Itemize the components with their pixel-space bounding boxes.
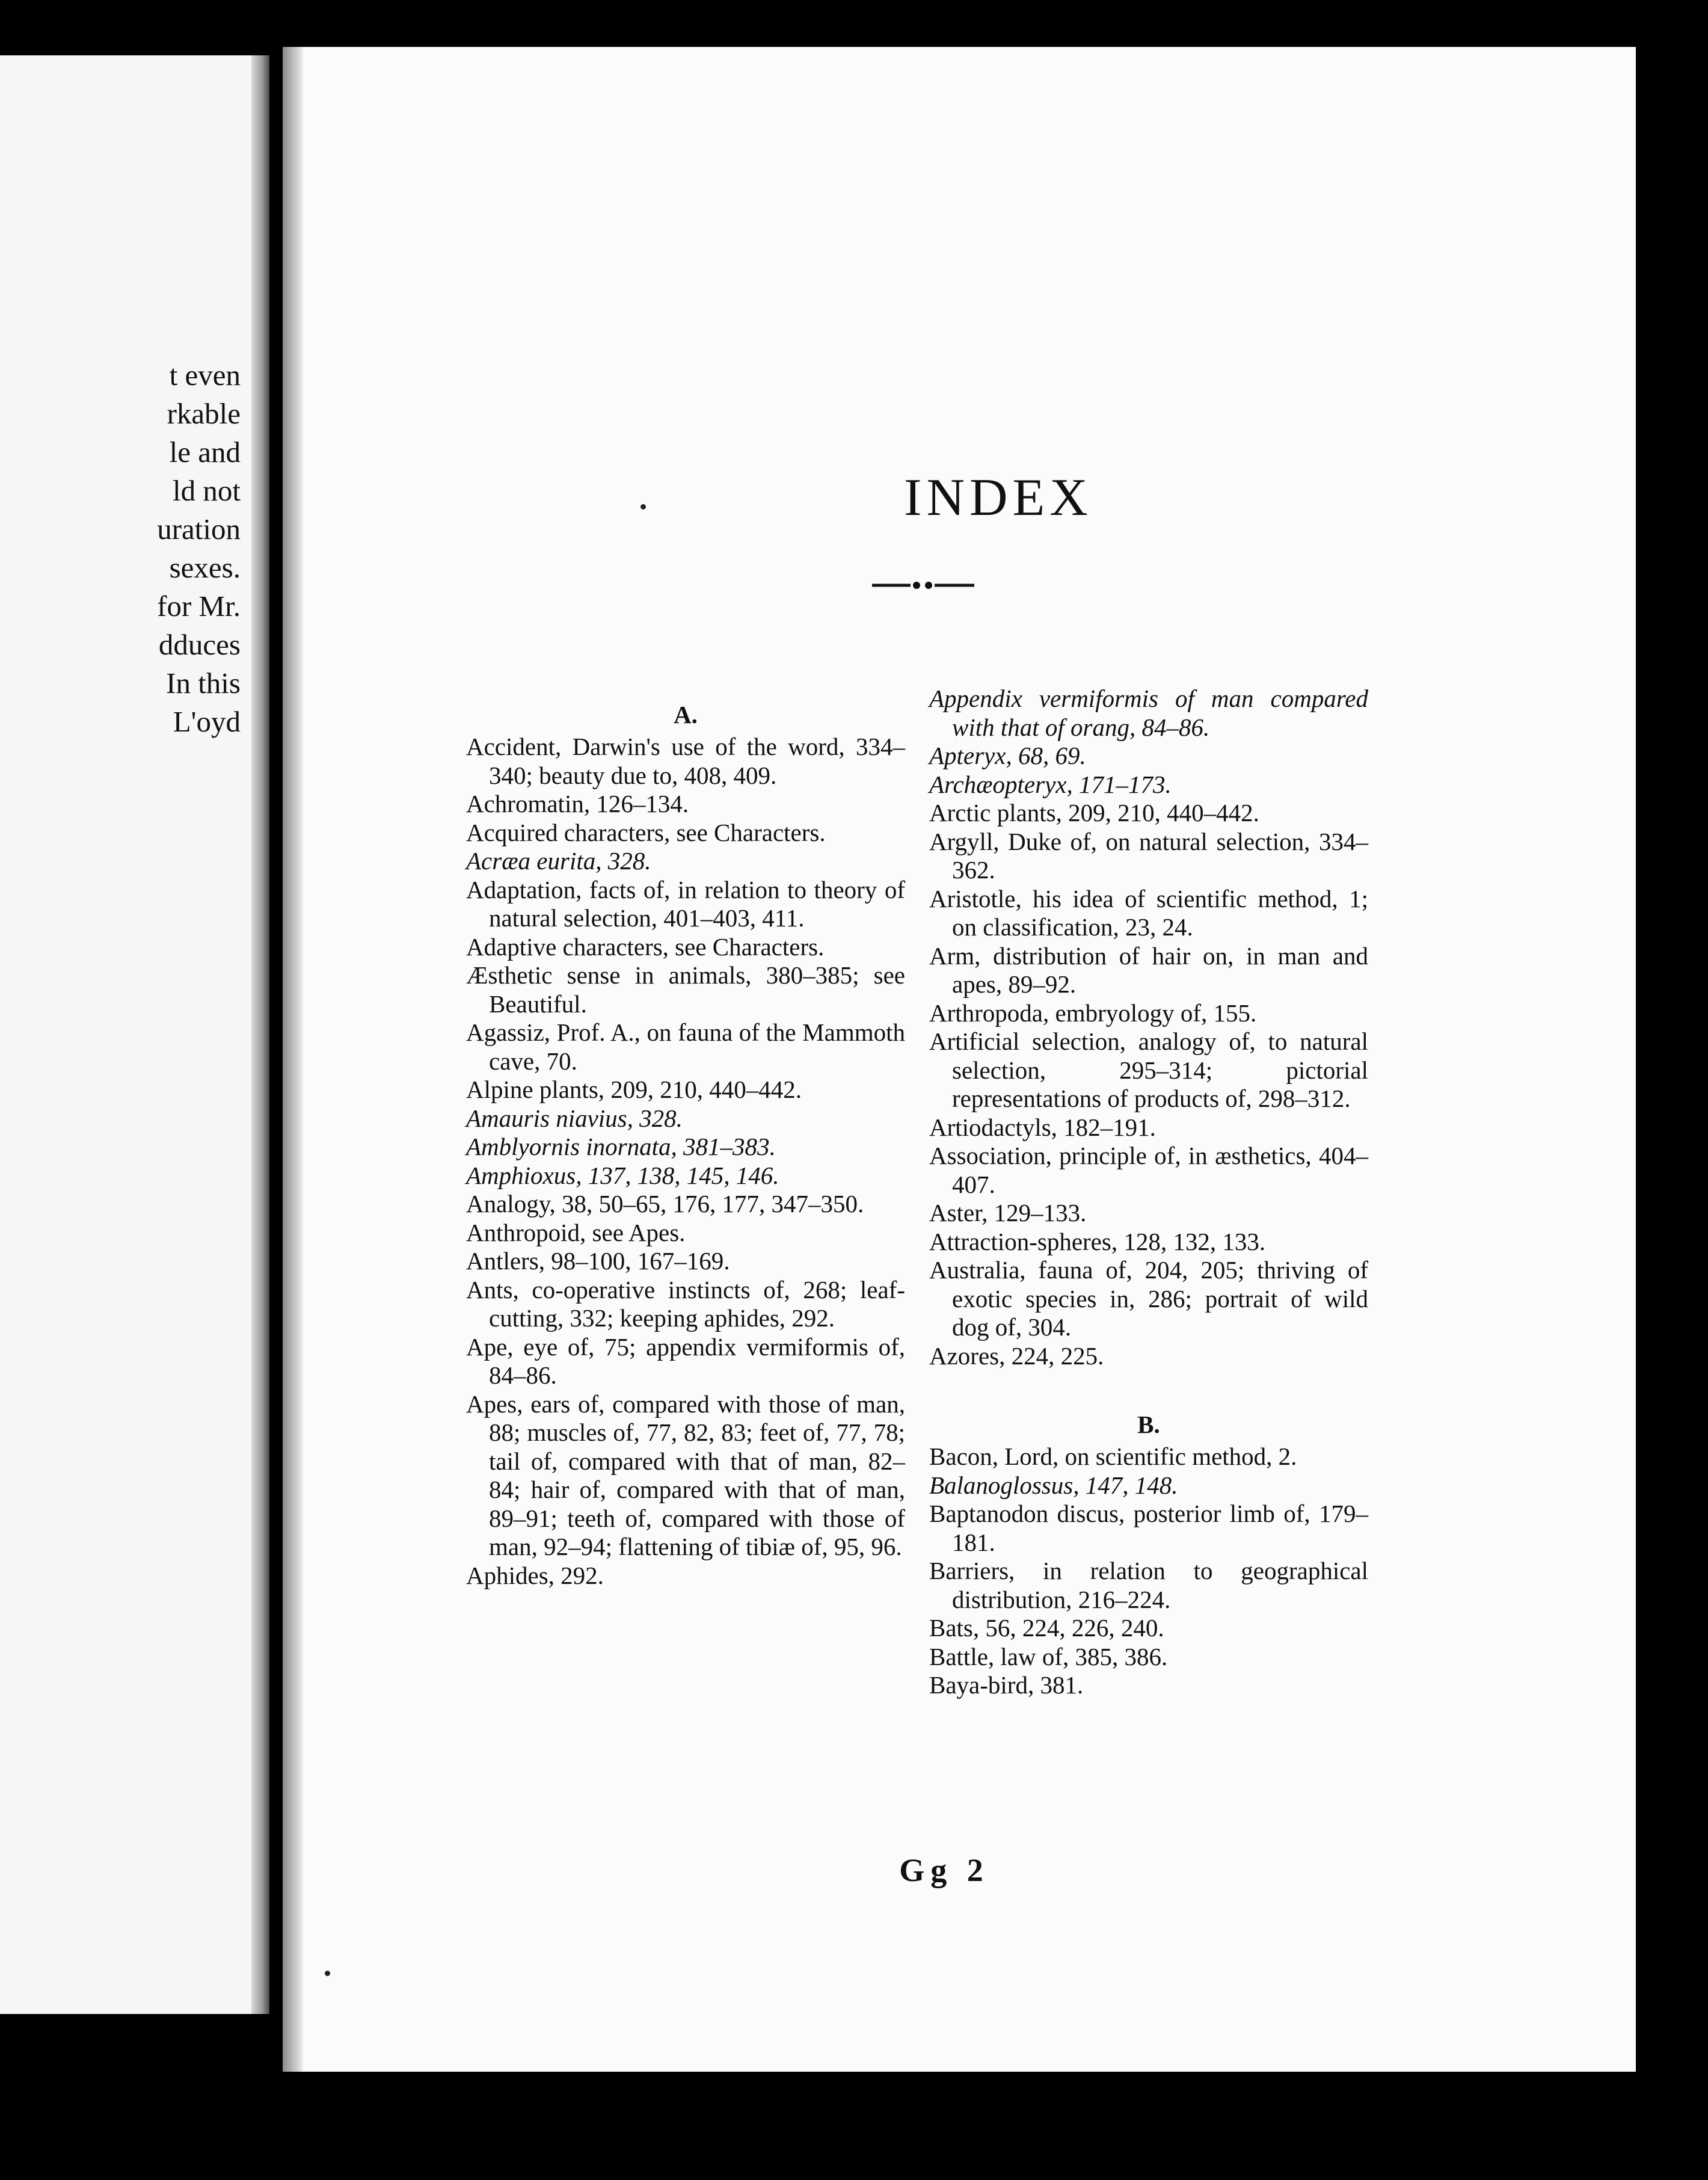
page-gutter <box>283 47 303 2072</box>
text-line: In this <box>166 667 241 700</box>
index-entry: Agassiz, Prof. A., on fauna of the Mammoth cave, 70. <box>466 1018 905 1075</box>
index-entry: Accident, Darwin's use of the word, 334–340; beauty due to, 408, 409. <box>466 733 905 789</box>
index-entry: Æsthetic sense in animals, 380–385; see Beautiful. <box>466 961 905 1018</box>
section-gap <box>929 1370 1368 1406</box>
index-column-right <box>929 685 1368 1700</box>
index-entry: Australia, fauna of, 204, 205; thriving of exotic species in, 286; portrait of wild dog of, 304. <box>929 1256 1368 1341</box>
index-entry: Aristotle, his idea of scientific method, 1; on classification, 23, 24. <box>929 884 1368 941</box>
index-entry: Analogy, 38, 50–65, 176, 177, 347–350. <box>466 1190 864 1218</box>
signature-mark: Gg 2 <box>899 1852 989 1888</box>
index-page <box>283 47 1636 2072</box>
text-line: uration <box>157 513 241 546</box>
previous-page-text <box>0 356 241 741</box>
index-entry: Arm, distribution of hair on, in man and apes, 89–92. <box>929 941 1368 998</box>
index-entry: Aphides, 292. <box>466 1561 604 1589</box>
index-entry: Appendix vermiformis of man compared with that of orang, 84–86. <box>929 685 1368 741</box>
index-entry: Archæopteryx, 171–173. <box>929 770 1172 798</box>
ornament-divider <box>872 576 974 594</box>
index-entry: Achromatin, 126–134. <box>466 790 689 818</box>
index-entry: Barriers, in relation to geographical distribution, 216–224. <box>929 1557 1368 1613</box>
index-entry: Association, principle of, in æsthetics, 404–407. <box>929 1142 1368 1198</box>
text-line: L'oyd <box>173 705 241 738</box>
text-line: ld not <box>173 474 241 507</box>
index-entry: Artificial selection, analogy of, to natural selection, 295–314; pictorial representations of products of, 298–312. <box>929 1027 1368 1112</box>
text-line: t even <box>169 359 241 392</box>
index-entry: Adaptive characters, see Characters. <box>466 932 825 961</box>
index-entry: Antlers, 98–100, 167–169. <box>466 1247 730 1275</box>
index-entry: Anthropoid, see Apes. <box>466 1218 686 1246</box>
index-entry: Arthropoda, embryology of, 155. <box>929 999 1257 1027</box>
index-entry: Arctic plants, 209, 210, 440–442. <box>929 799 1259 827</box>
index-entry: Bats, 56, 224, 226, 240. <box>929 1614 1164 1642</box>
index-column-left <box>466 697 905 1590</box>
text-line: rkable <box>167 397 241 430</box>
index-entry: Azores, 224, 225. <box>929 1341 1104 1370</box>
index-entry: Aster, 129–133. <box>929 1199 1087 1227</box>
index-entry: Acræa eurita, 328. <box>466 847 651 875</box>
index-entry: Amblyornis inornata, 381–383. <box>466 1133 776 1160</box>
index-entry: Baptanodon discus, posterior limb of, 179–181. <box>929 1500 1368 1556</box>
text-line: for Mr. <box>157 590 241 623</box>
section-heading-b: B. <box>1137 1411 1160 1438</box>
index-entry: Attraction-spheres, 128, 132, 133. <box>929 1227 1266 1255</box>
index-entry: Artiodactyls, 182–191. <box>929 1113 1156 1141</box>
index-entry: Adaptation, facts of, in relation to theory of natural selection, 401–403, 411. <box>466 875 905 932</box>
stray-dot <box>325 1971 330 1976</box>
index-entry: Balanoglossus, 147, 148. <box>929 1471 1178 1499</box>
index-entry: Acquired characters, see Characters. <box>466 818 826 846</box>
index-entry: Ape, eye of, 75; appendix vermiformis of, 84–86. <box>466 1332 905 1389</box>
previous-page <box>0 55 269 2014</box>
index-entry: Alpine plants, 209, 210, 440–442. <box>466 1076 802 1103</box>
index-entry: Amphioxus, 137, 138, 145, 146. <box>466 1161 779 1189</box>
index-entry: Baya-bird, 381. <box>929 1671 1084 1699</box>
section-heading-a: A. <box>674 701 698 728</box>
index-entry: Battle, law of, 385, 386. <box>929 1642 1168 1670</box>
text-line: sexes. <box>169 551 241 584</box>
stray-dot <box>640 504 646 510</box>
text-line: dduces <box>158 628 241 661</box>
index-entry: Ants, co-operative instincts of, 268; leaf-cutting, 332; keeping aphides, 292. <box>466 1275 905 1332</box>
page-edge <box>251 55 269 2014</box>
index-entry: Bacon, Lord, on scientific method, 2. <box>929 1443 1297 1470</box>
index-entry: Apteryx, 68, 69. <box>929 742 1086 769</box>
index-entry: Argyll, Duke of, on natural selection, 334–362. <box>929 827 1368 884</box>
index-entry: Amauris niavius, 328. <box>466 1104 683 1132</box>
text-line: le and <box>169 436 241 469</box>
page-title: INDEX <box>904 469 1093 527</box>
index-entry: Apes, ears of, compared with those of man, 88; muscles of, 77, 82, 83; feet of, 77, 78; tail of, compared with that of man, 82–84; hair of, compared with that of man, 89–91; teeth of, compared with those of man, 92–94; flattening of tibiæ of, 95, 96. <box>466 1390 905 1560</box>
